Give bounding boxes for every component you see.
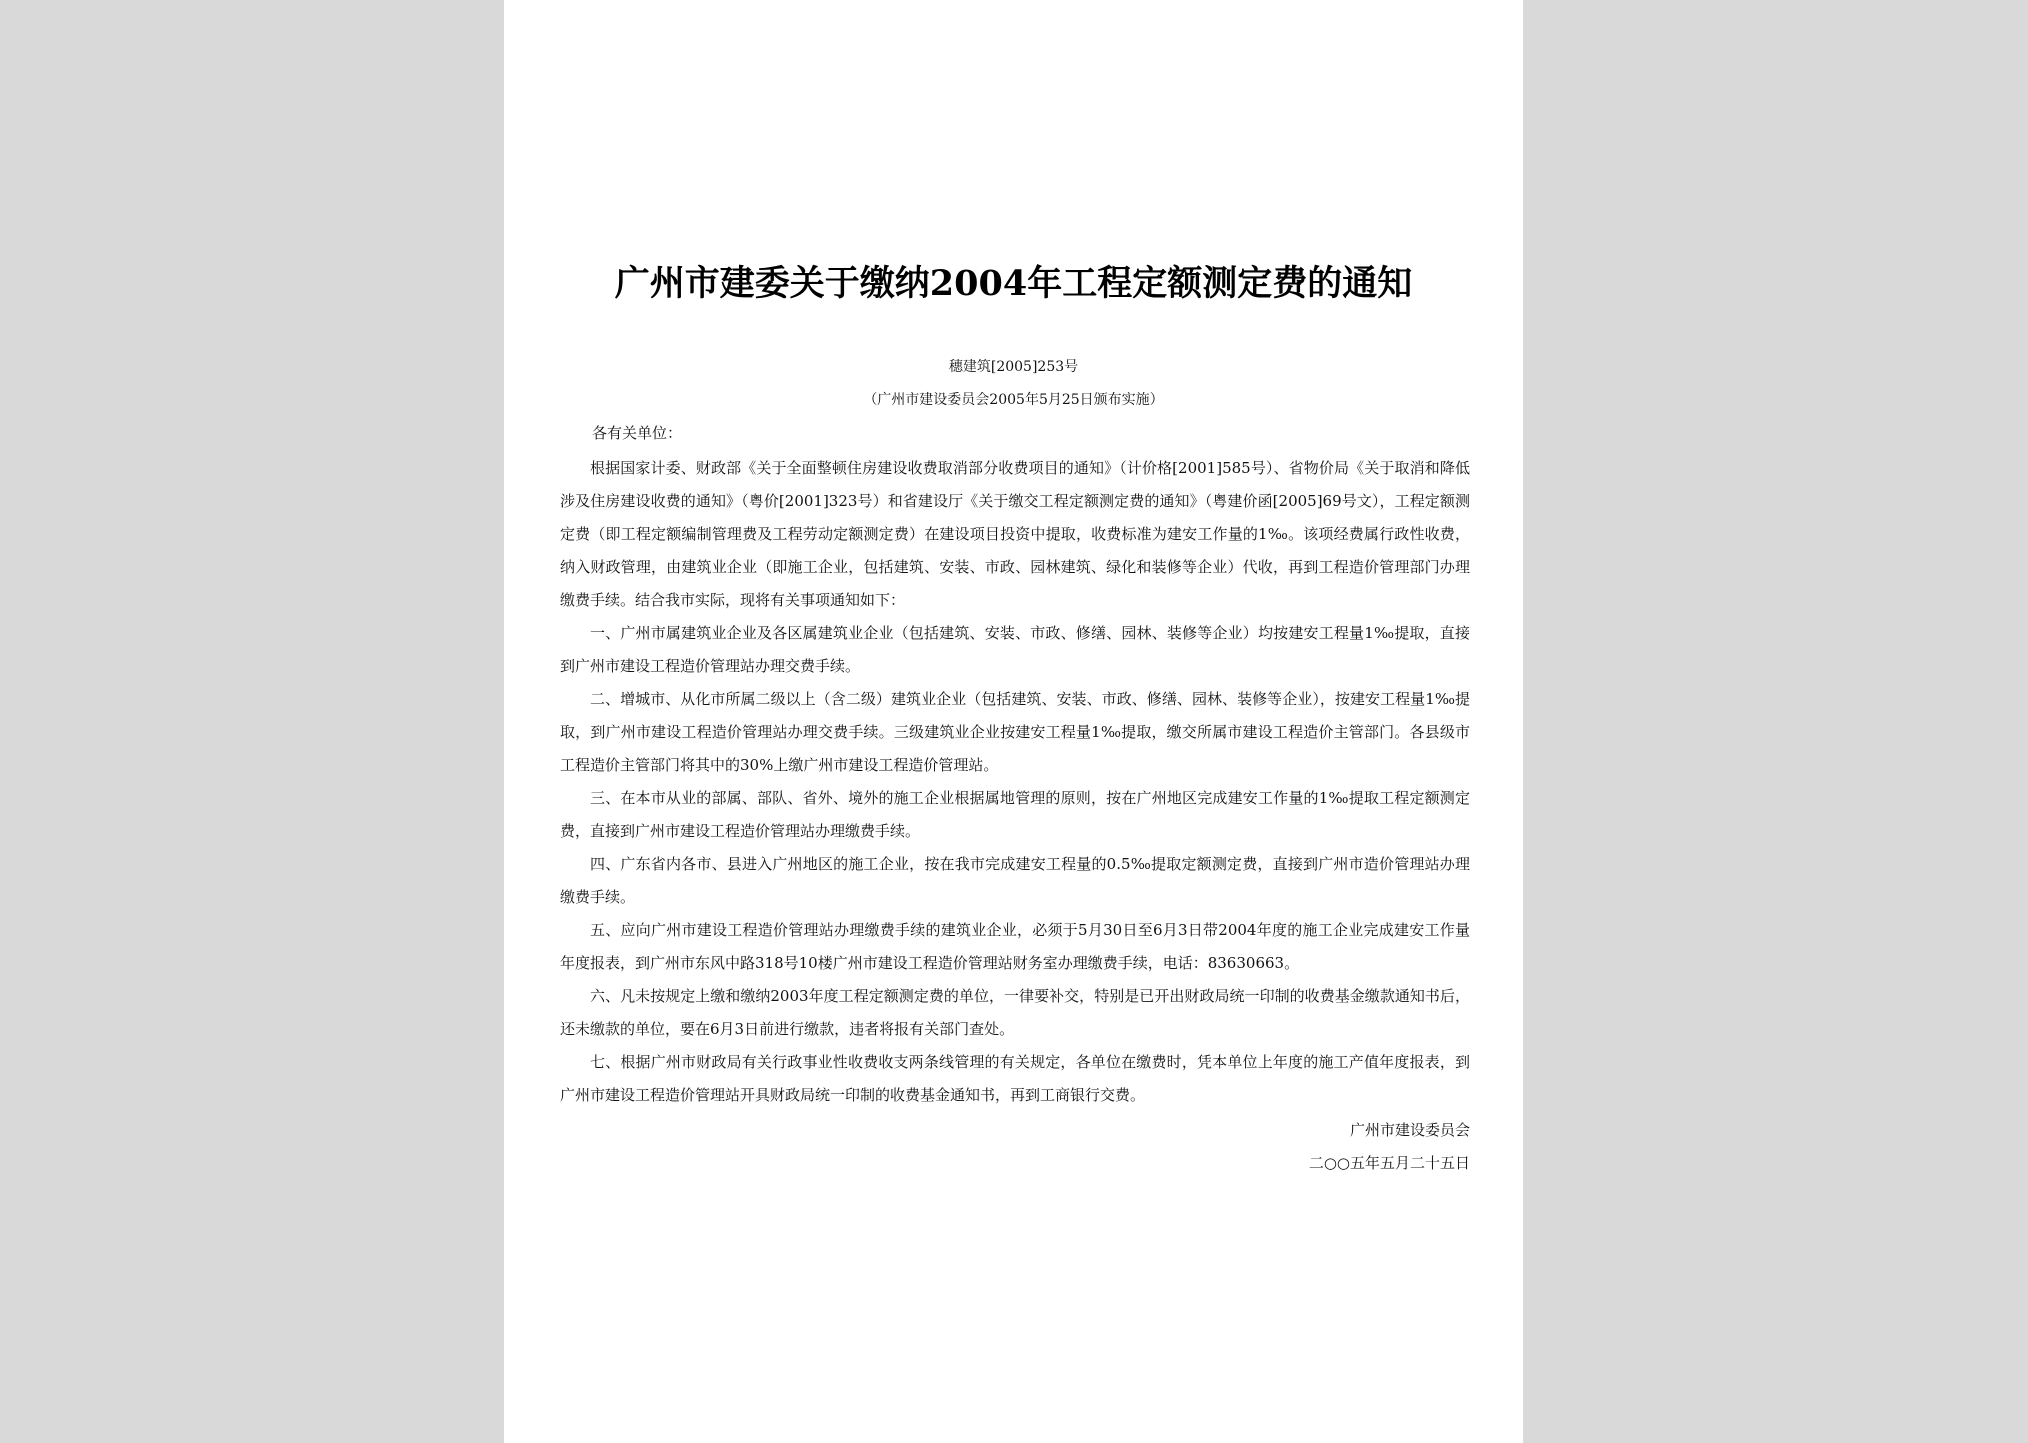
paragraph-item-4: 四、广东省内各市、县进入广州地区的施工企业，按在我市完成建安工程量的0.5‰提取定额测定费，直接到广州市造价管理站办理缴费手续。 xyxy=(560,855,1470,906)
signature-block xyxy=(1309,1114,1470,1180)
paragraph-item-1: 一、广州市属建筑业企业及各区属建筑业企业（包括建筑、安装、市政、修缮、园林、装修等企业）均按建安工程量1‰提取，直接到广州市建设工程造价管理站办理交费手续。 xyxy=(560,624,1470,675)
salutation: 各有关单位： xyxy=(592,424,683,442)
document-number: 穗建筑[2005]253号 xyxy=(948,359,1079,375)
paragraph-item-3: 三、在本市从业的部属、部队、省外、境外的施工企业根据属地管理的原则，按在广州地区完成建安工作量的1‰提取工程定额测定费，直接到广州市建设工程造价管理站办理缴费手续。 xyxy=(560,789,1470,840)
paragraph-item-6: 六、凡未按规定上缴和缴纳2003年度工程定额测定费的单位，一律要补交，特别是已开出财政局统一印制的收费基金缴款通知书后，还未缴款的单位，要在6月3日前进行缴款，违者将报有关部门查处。 xyxy=(560,987,1470,1038)
document-body xyxy=(560,452,1470,1112)
paragraph-intro: 根据国家计委、财政部《关于全面整顿住房建设收费取消部分收费项目的通知》（计价格[2001]585号）、省物价局《关于取消和降低涉及住房建设收费的通知》（粤价[2001]323号）和省建设厅《关于缴交工程定额测定费的通知》（粤建价函[2005]69号文），工程定额测定费（即工程定额编制管理费及工程劳动定额测定费）在建设项目投资中提取，收费标准为建安工作量的1‰。该项经费属行政性收费，纳入财政管理，由建筑业企业（即施工企业，包括建筑、安装、市政、园林建筑、绿化和装修等企业）代收，再到工程造价管理部门办理缴费手续。结合我市实际，现将有关事项通知如下： xyxy=(560,459,1470,609)
paragraph-item-5: 五、应向广州市建设工程造价管理站办理缴费手续的建筑业企业，必须于5月30日至6月3日带2004年度的施工企业完成建安工作量年度报表，到广州市东风中路318号10楼广州市建设工程造价管理站财务室办理缴费手续，电话：83630663。 xyxy=(560,921,1470,972)
issued-note: （广州市建设委员会2005年5月25日颁布实施） xyxy=(863,392,1164,408)
issue-date: 二○○五年五月二十五日 xyxy=(1308,1154,1470,1172)
paragraph-item-2: 二、增城市、从化市所属二级以上（含二级）建筑业企业（包括建筑、安装、市政、修缮、园林、装修等企业），按建安工程量1‰提取，到广州市建设工程造价管理站办理交费手续。三级建筑业企业按建安工程量1‰提取，缴交所属市建设工程造价主管部门。各县级市工程造价主管部门将其中的30%上缴广州市建设工程造价管理站。 xyxy=(560,690,1470,774)
document-title: 广州市建委关于缴纳2004年工程定额测定费的通知 xyxy=(614,263,1413,304)
issuer-name: 广州市建设委员会 xyxy=(1349,1121,1470,1139)
document-page xyxy=(504,0,1523,1443)
paragraph-item-7: 七、根据广州市财政局有关行政事业性收费收支两条线管理的有关规定，各单位在缴费时，凭本单位上年度的施工产值年度报表，到广州市建设工程造价管理站开具财政局统一印制的收费基金通知书，再到工商银行交费。 xyxy=(560,1053,1470,1104)
